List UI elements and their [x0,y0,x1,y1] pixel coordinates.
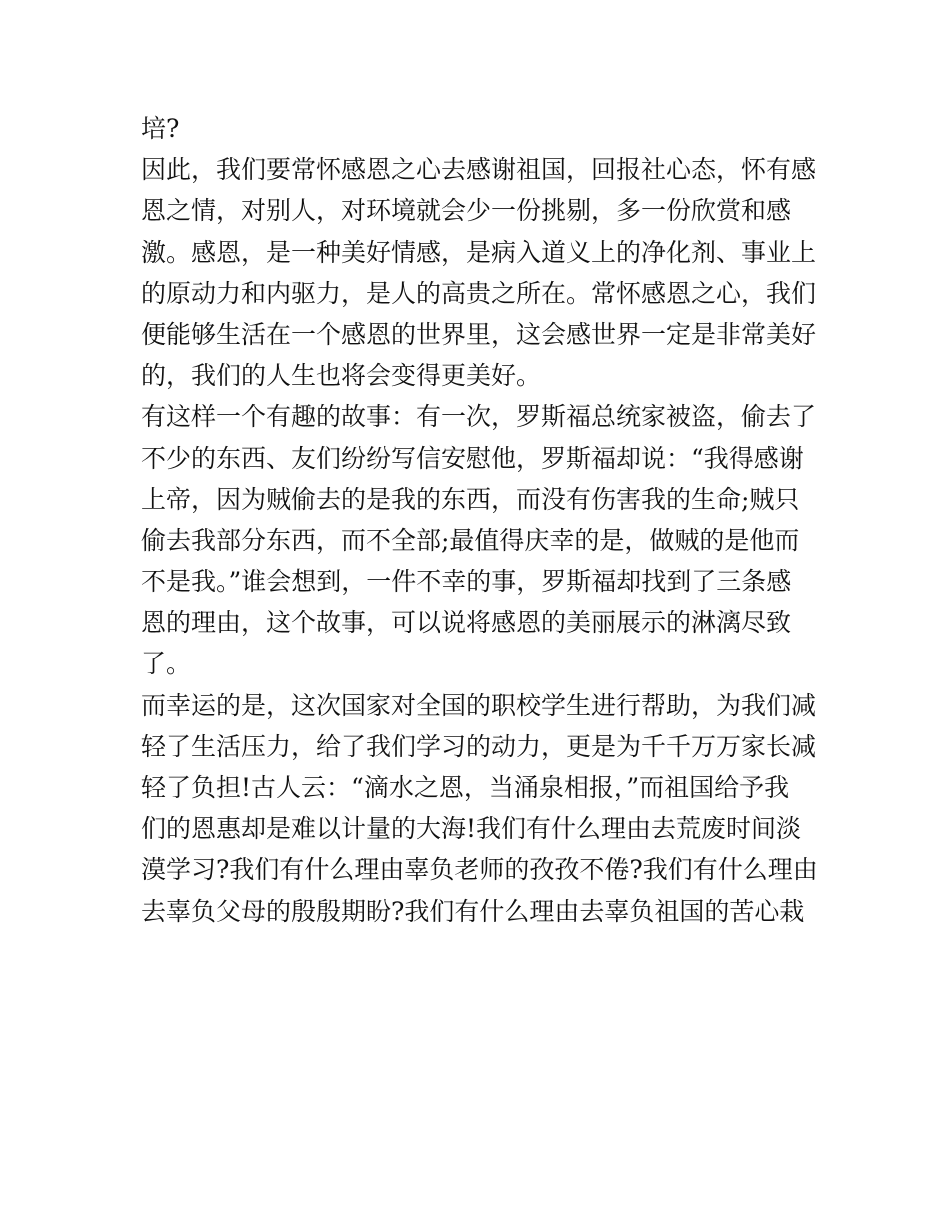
body-text [141,108,821,932]
text-line: 漠学习?我们有什么理由辜负老师的孜孜不倦?我们有什么理由 [141,855,818,885]
text-line: 上帝，因为贼偷去的是我的东西，而没有伤害我的生命;贼只 [141,484,800,514]
text-line: 便能够生活在一个感恩的世界里，这会感世界一定是非常美好 [141,319,817,349]
text-line: 的，我们的人生也将会变得更美好。 [141,361,542,391]
text-line: 而幸运的是，这次国家对全国的职校学生进行帮助，为我们减 [141,690,817,720]
text-line: 激。感恩，是一种美好情感，是病入道义上的净化剂、事业上 [141,237,817,267]
text-line: 去辜负父母的殷殷期盼?我们有什么理由去辜负祖国的苦心栽 [141,896,805,926]
text-line: 因此，我们要常怀感恩之心去感谢祖国，回报社心态，怀有感 [141,155,817,185]
text-line: 恩的理由，这个故事，可以说将感恩的美丽展示的淋漓尽致 [141,608,792,638]
text-line: 不少的东西、友们纷纷写信安慰他，罗斯福却说：“我得感谢 [141,443,804,473]
text-line: 有这样一个有趣的故事：有一次，罗斯福总统家被盗，偷去了 [141,402,817,432]
text-line: 不是我。”谁会想到，一件不幸的事，罗斯福却找到了三条感 [141,567,792,597]
text-line: 的原动力和内驱力，是人的高贵之所在。常怀感恩之心，我们 [141,278,817,308]
text-line: 轻了生活压力，给了我们学习的动力，更是为千千万万家长减 [141,731,817,761]
text-line: 轻了负担!古人云：“滴水之恩，当涌泉相报，”而祖国给予我 [141,773,790,802]
text-line: 培? [141,114,180,143]
text-line: 恩之情，对别人，对环境就会少一份挑剔，多一份欣赏和感 [141,196,792,226]
text-line: 们的恩惠却是难以计量的大海!我们有什么理由去荒废时间淡 [141,814,802,844]
text-line: 偷去我部分东西，而不全部;最值得庆幸的是，做贼的是他而 [141,525,800,555]
text-line: 了。 [141,649,192,679]
